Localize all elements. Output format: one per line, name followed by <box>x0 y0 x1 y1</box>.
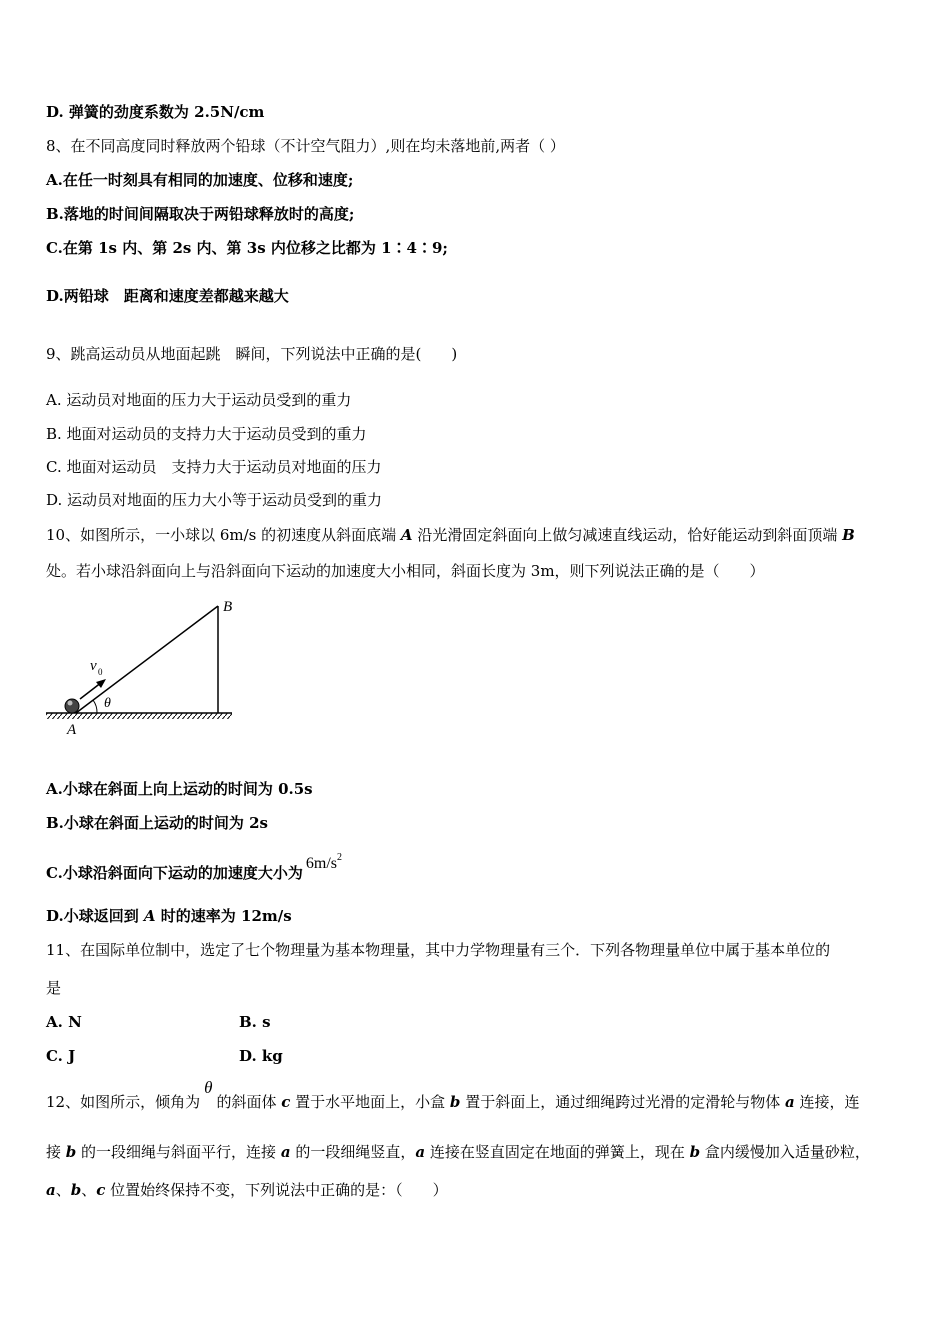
label-b: B <box>223 599 233 615</box>
q9-option-a: A. 运动员对地面的压力大于运动员受到的重力 <box>46 391 352 409</box>
q10-option-b: B.小球在斜面上运动的时间为 2s <box>46 814 269 832</box>
q10-stem-line2: 处。若小球沿斜面向上与沿斜面向下运动的加速度大小相同，斜面长度为 3m，则下列说法正确的是（ ） <box>46 562 765 580</box>
q9-option-c: C. 地面对运动员 支持力大于运动员对地面的压力 <box>46 458 382 476</box>
q12-stem-line3: a、b、c 位置始终保持不变，下列说法中正确的是：（ ） <box>46 1181 448 1199</box>
q10-option-d: D.小球返回到 A 时的速率为 12m/s <box>46 907 292 925</box>
q8-option-d: D.两铅球 距离和速度差都越来越大 <box>46 287 289 305</box>
q12-stem-line1: 12、如图所示，倾角为θ的斜面体 c 置于水平地面上，小盒 b 置于斜面上，通过细绳跨过光滑的定滑轮与物体 a 连接，连 <box>46 1078 860 1111</box>
q11-stem-line2: 是 <box>46 979 62 997</box>
q12-stem-line2: 接 b 的一段细绳与斜面平行，连接 a 的一段细绳竖直，a 连接在竖直固定在地面的弹簧上，现在 b 盒内缓慢加入适量砂粒， <box>46 1143 870 1161</box>
q10-option-a: A.小球在斜面上向上运动的时间为 0.5s <box>46 780 313 798</box>
velocity-arrow-head <box>96 679 106 688</box>
q9-stem: 9、跳高运动员从地面起跳 瞬间，下列说法中正确的是( ) <box>46 345 458 363</box>
q9-option-b: B. 地面对运动员的支持力大于运动员受到的重力 <box>46 425 367 443</box>
angle-arc <box>93 700 97 713</box>
q8-option-c: C.在第 1s 内、第 2s 内、第 3s 内位移之比都为 1∶4∶9; <box>46 239 448 257</box>
q8-option-a: A.在任一时刻具有相同的加速度、位移和速度; <box>46 171 354 189</box>
ball <box>65 699 79 713</box>
label-v0: v <box>90 658 97 674</box>
label-a: A <box>67 722 77 738</box>
q11-option-d: D. kg <box>239 1047 283 1065</box>
q11-option-a: A. N <box>46 1013 82 1031</box>
label-v0-subscript: 0 <box>98 667 103 677</box>
q8-option-b: B.落地的时间间隔取决于两铅球释放时的高度; <box>46 205 355 223</box>
q10-acceleration-formula: $6m/s^2$ <box>305 852 343 872</box>
theta-symbol: θ <box>204 1078 213 1097</box>
q10-option-c: C.小球沿斜面向下运动的加速度大小为$6m/s^2$ <box>46 852 343 882</box>
q7-option-d: D. 弹簧的劲度系数为 2.5N/cm <box>46 103 265 121</box>
ground-hatching <box>46 713 232 719</box>
q8-stem: 8、在不同高度同时释放两个铅球（不计空气阻力）,则在均未落地前,两者（ ） <box>46 137 565 155</box>
label-theta: θ <box>104 696 111 711</box>
ball-highlight <box>68 701 73 706</box>
q11-option-b: B. s <box>239 1013 271 1031</box>
q11-option-c: C. J <box>46 1047 76 1065</box>
q10-incline-figure <box>40 596 240 746</box>
q10-stem-line1: 10、如图所示，一小球以 6m/s 的初速度从斜面底端 A 沿光滑固定斜面向上做匀减速直线运动，恰好能运动到斜面顶端 B <box>46 526 855 544</box>
q11-stem-line1: 11、在国际单位制中，选定了七个物理量为基本物理量，其中力学物理量有三个．下列各物理量单位中属于基本单位的 <box>46 941 831 959</box>
q9-option-d: D. 运动员对地面的压力大小等于运动员受到的重力 <box>46 491 383 509</box>
incline-slope <box>76 606 218 713</box>
